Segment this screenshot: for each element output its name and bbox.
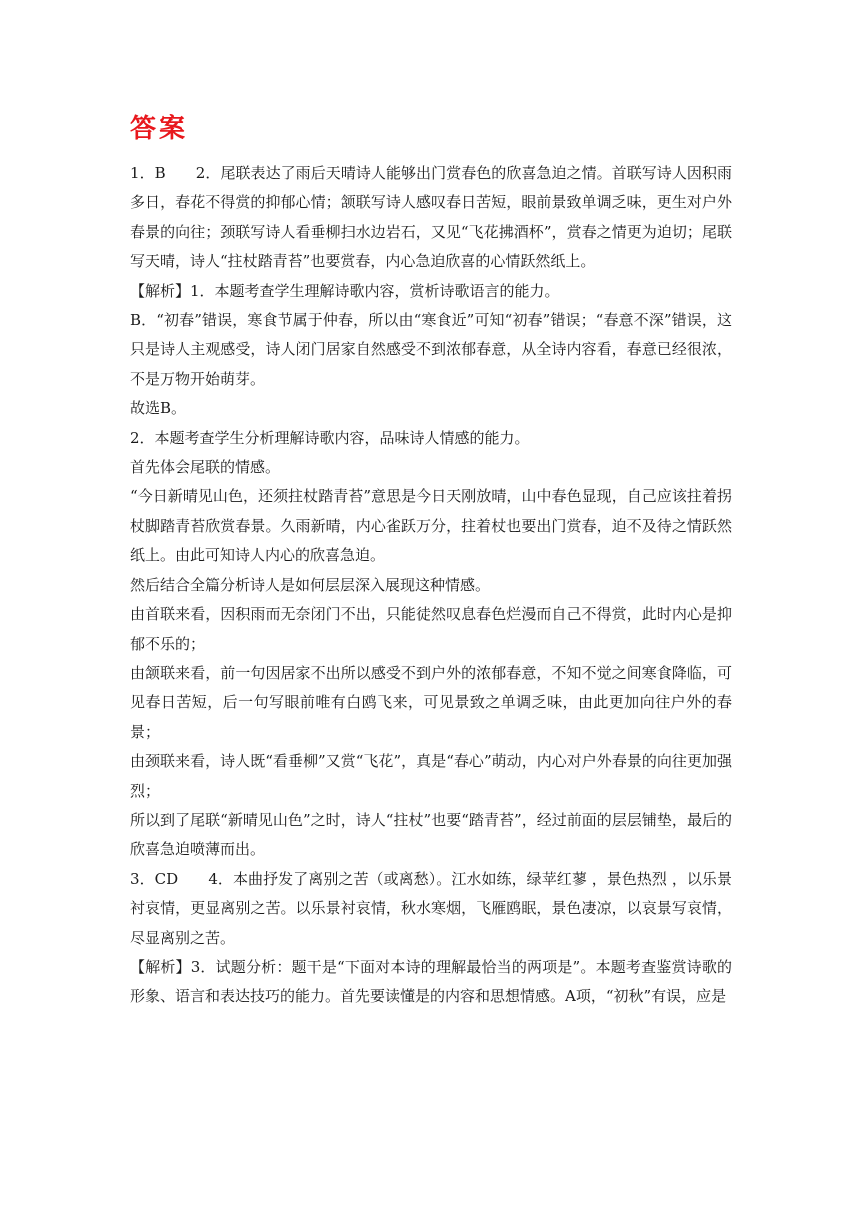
paragraph: 3．CD 4．本曲抒发了离别之苦（或离愁）。江水如练，绿苹红蓼 ，景色热烈 ，以乐景衬哀情，更显离别之苦。以乐景衬哀情，秋水寒烟，飞雁鸥眠，景色凄凉，以哀景写哀情，尽显离别之苦。: [130, 869, 732, 947]
answer-body: [130, 159, 732, 1012]
paragraph: 2．本题考查学生分析理解诗歌内容，品味诗人情感的能力。: [130, 428, 530, 447]
paragraph: 由首联来看，因积雨而无奈闭门不出，只能徒然叹息春色烂漫而自己不得赏，此时内心是抑郁不乐的；: [130, 605, 732, 653]
paragraph: 1．B 2．尾联表达了雨后天晴诗人能够出门赏春色的欣喜急迫之情。首联写诗人因积雨多日，春花不得赏的抑郁心情；颔联写诗人感叹春日苦短，眼前景致单调乏味，更生对户外春景的向往；颈联写诗人看垂柳扫水边岩石，又见“飞花拂酒杯”，赏春之情更为迫切；尾联写天晴，诗人“拄杖踏青苔”也要赏春，内心急迫欣喜的心情跃然纸上。: [130, 164, 732, 271]
paragraph: 故选B。: [130, 399, 187, 418]
paragraph: B．“初春”错误，寒食节属于仲春，所以由“寒食近”可知“初春”错误；“春意不深”错误，这只是诗人主观感受，诗人闭门居家自然感受不到浓郁春意，从全诗内容看，春意已经很浓，不是万物开始萌芽。: [130, 311, 732, 388]
paragraph: 所以到了尾联“新晴见山色”之时，诗人“拄杖”也要“踏青苔”，经过前面的层层铺垫，最后的欣喜急迫喷薄而出。: [130, 810, 732, 859]
paragraph: 【解析】1．本题考查学生理解诗歌内容，赏析诗歌语言的能力。: [130, 281, 560, 300]
paragraph: 【解析】3．试题分析：题干是“下面对本诗的理解最恰当的两项是”。本题考查鉴赏诗歌的形象、语言和表达技巧的能力。首先要读懂是的内容和思想情感。A项，“初秋”有误，应是: [130, 957, 732, 1006]
paragraph: “今日新晴见山色，还须拄杖踏青苔”意思是今日天刚放晴，山中春色显现，自己应该拄着拐杖脚踏青苔欣赏春景。久雨新晴，内心雀跃万分，拄着杖也要出门赏春，迫不及待之情跃然纸上。由此可知诗人内心的欣喜急迫。: [130, 487, 732, 565]
paragraph: 由颔联来看，前一句因居家不出所以感受不到户外的浓郁春意，不知不觉之间寒食降临，可见春日苦短，后一句写眼前唯有白鸥飞来，可见景致之单调乏味，由此更加向往户外的春景；: [130, 663, 732, 741]
paragraph: 首先体会尾联的情感。: [130, 458, 281, 477]
answer-heading: 答案: [130, 114, 189, 144]
paragraph: 由颈联来看，诗人既“看垂柳”又赏“飞花”，真是“春心”萌动，内心对户外春景的向往更加强烈；: [130, 752, 732, 800]
paragraph: 然后结合全篇分析诗人是如何层层深入展现这种情感。: [130, 575, 491, 594]
